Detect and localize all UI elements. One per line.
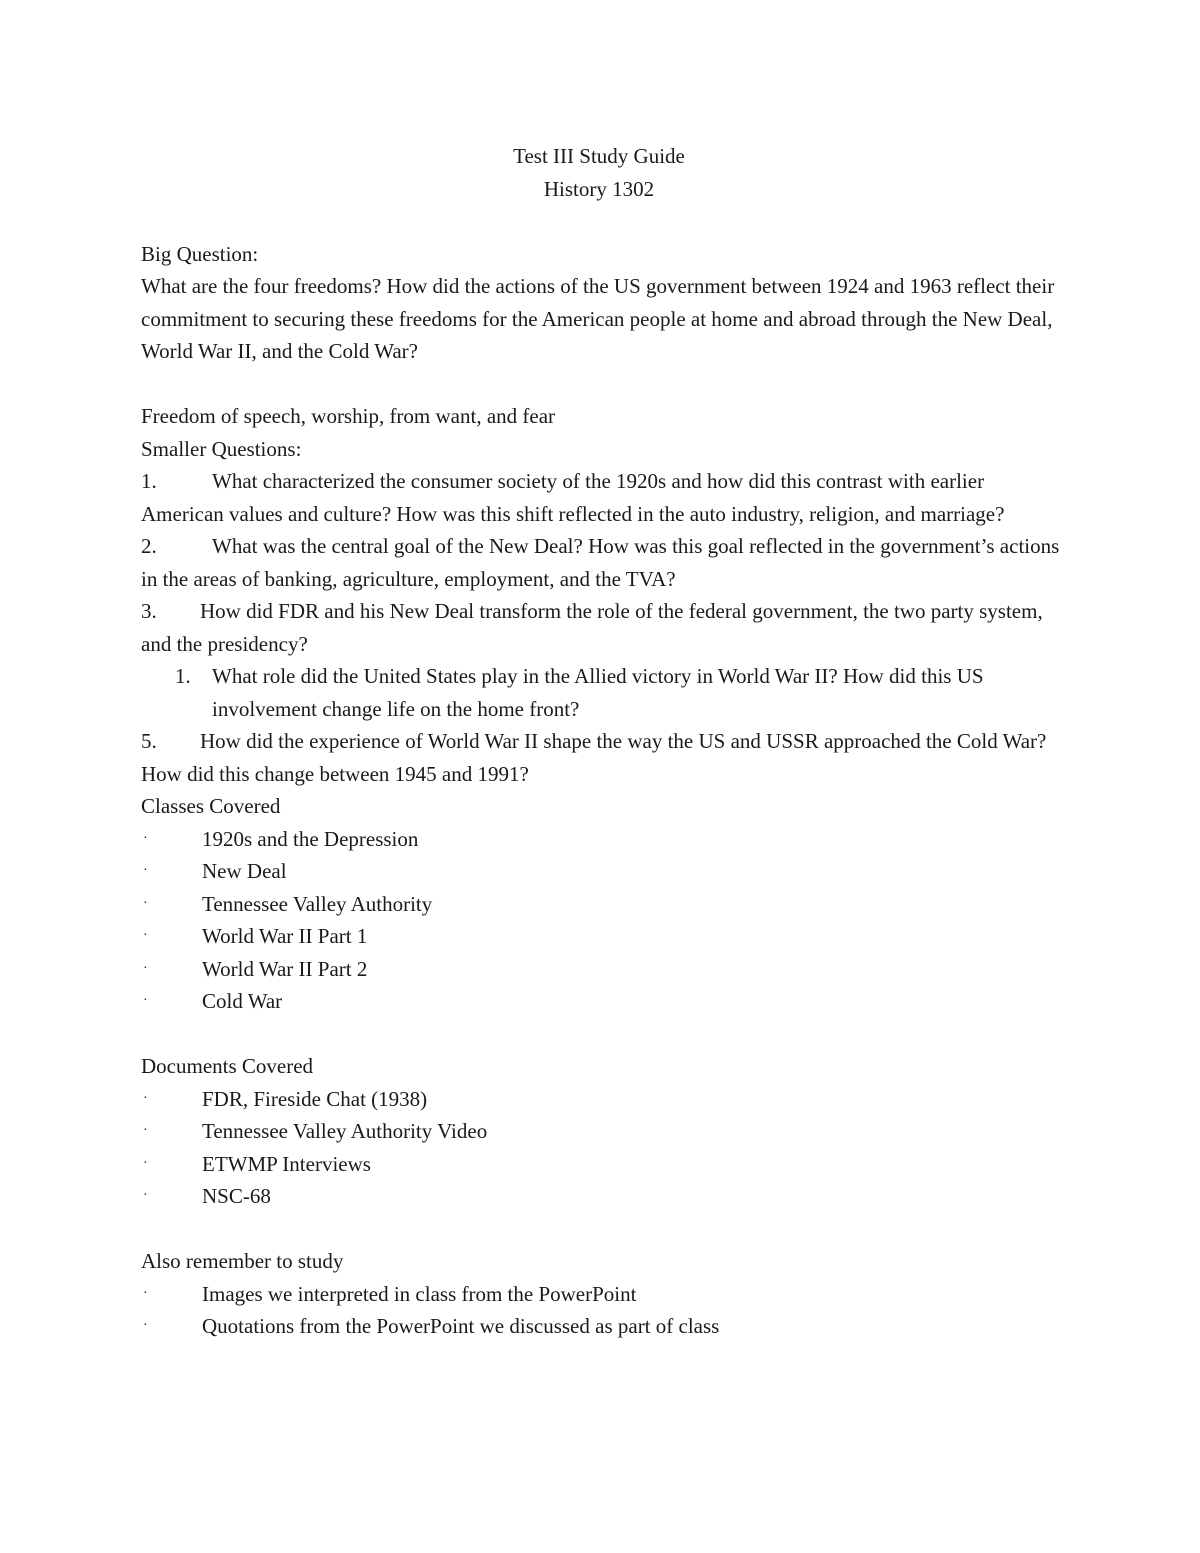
class-item-text: World War II Part 2 [202, 956, 368, 981]
big-question-text: What are the four freedoms? How did the actions of the US government between 1924 and 1963 reflect their commitment to securing these freedoms for the American people at home and abroad through the New Deal, World War II, and the Cold War? [141, 274, 1055, 363]
class-list-item [141, 985, 1066, 1018]
bullet-icon: · [143, 928, 148, 943]
spacer [141, 1018, 1066, 1051]
bullet-icon: · [143, 895, 148, 911]
document-list-item [141, 1083, 1066, 1116]
bullet-icon: · [143, 830, 148, 846]
question-item [141, 595, 1066, 660]
bullet-icon: · [143, 1318, 148, 1333]
freedoms-line: Freedom of speech, worship, from want, and fear [141, 404, 556, 428]
bullet-icon: · [143, 993, 148, 1008]
documents-label: Documents Covered [141, 1054, 314, 1078]
document-list-item [141, 1148, 1066, 1181]
class-list-item [141, 823, 1066, 856]
question-item-indented [141, 660, 1066, 725]
question-text: How did the experience of World War II shape the way the US and USSR approached the Cold War? How did this change between 1945 and 1991? [141, 729, 1047, 786]
study-list-item [141, 1310, 1066, 1343]
classes-label: Classes Covered [141, 794, 281, 818]
class-list-item [141, 855, 1066, 888]
bullet-icon: · [143, 1155, 148, 1171]
bullet-icon: · [143, 1188, 148, 1203]
bullet-icon: · [143, 863, 148, 878]
bullet-icon: · [143, 1123, 148, 1138]
class-item-text: Tennessee Valley Authority [202, 891, 433, 916]
document-item-text: Tennessee Valley Authority Video [202, 1119, 488, 1143]
class-list-item [141, 888, 1066, 921]
class-item-text: 1920s and the Depression [202, 826, 419, 851]
question-item [141, 530, 1066, 595]
question-number: 3. [141, 599, 157, 623]
document-body [141, 140, 1066, 1343]
question-text: What characterized the consumer society of the 1920s and how did this contrast with earlier American values and culture? How was this shift reflected in the auto industry, religion, and marriage? [141, 469, 1005, 526]
study-item-text: Images we interpreted in class from the PowerPoint [202, 1281, 637, 1306]
spacer [141, 1213, 1066, 1246]
question-number: 1. [141, 469, 157, 493]
bullet-icon: · [143, 1285, 148, 1301]
spacer [141, 205, 1066, 238]
question-text: How did FDR and his New Deal transform the role of the federal government, the two party system, and the presidency? [141, 599, 1043, 656]
spacer [141, 368, 1066, 401]
question-number: 2. [141, 534, 157, 558]
smaller-questions-label: Smaller Questions: [141, 436, 302, 461]
big-question-label: Big Question: [141, 241, 259, 266]
document-list-item [141, 1115, 1066, 1148]
class-item-text: World War II Part 1 [202, 924, 368, 948]
study-item-text: Quotations from the PowerPoint we discussed as part of class [202, 1314, 720, 1338]
class-list-item [141, 953, 1066, 986]
also-study-label: Also remember to study [141, 1249, 344, 1273]
document-list-item [141, 1180, 1066, 1213]
question-text: What role did the United States play in the Allied victory in World War II? How did this US involvement change life on the home front? [212, 664, 984, 721]
question-item [141, 465, 1066, 530]
study-list-item [141, 1278, 1066, 1311]
bullet-icon: · [143, 1090, 148, 1106]
document-item-text: FDR, Fireside Chat (1938) [202, 1086, 428, 1111]
question-number: 5. [141, 729, 157, 753]
question-item [141, 725, 1066, 790]
class-list-item [141, 920, 1066, 953]
class-item-text: Cold War [202, 989, 283, 1013]
document-item-text: NSC-68 [202, 1184, 271, 1208]
bullet-icon: · [143, 960, 148, 976]
document-item-text: ETWMP Interviews [202, 1151, 371, 1176]
class-item-text: New Deal [202, 859, 287, 883]
question-text: What was the central goal of the New Deal? How was this goal reflected in the government’s actions in the areas of banking, agriculture, employment, and the TVA? [141, 534, 1060, 591]
doc-title: Test III Study Guide [513, 144, 685, 168]
doc-course: History 1302 [543, 176, 655, 201]
question-number: 1. [175, 664, 191, 688]
